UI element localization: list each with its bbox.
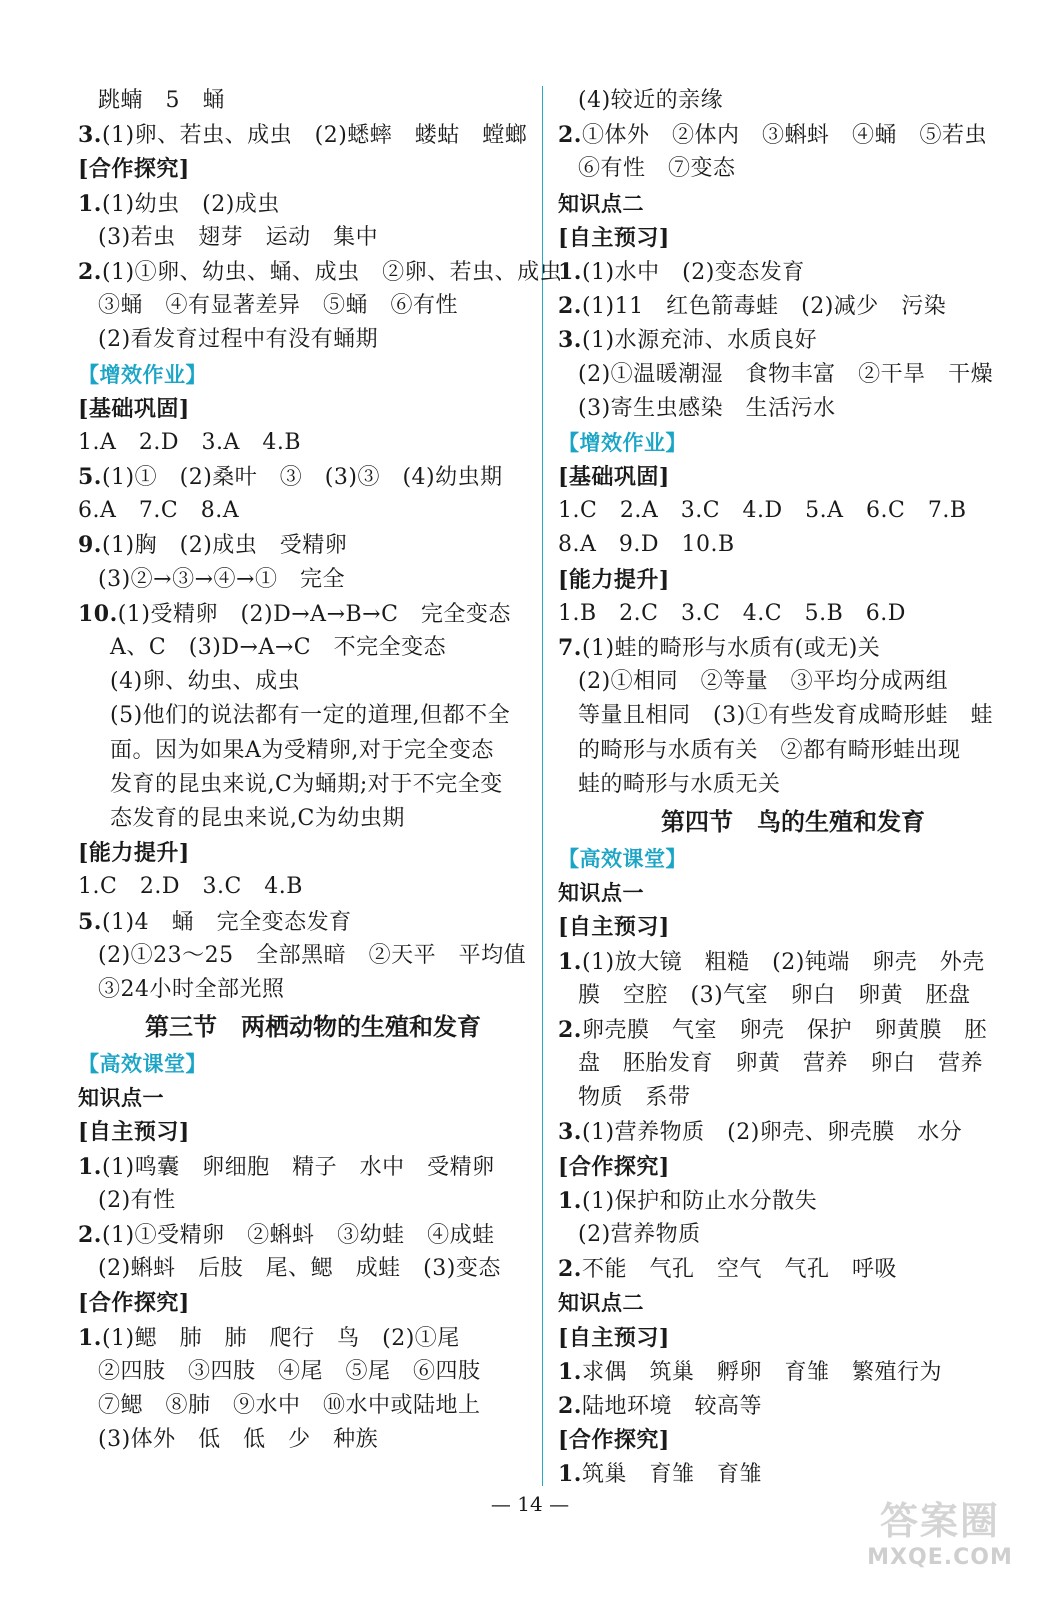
- question-number: 3.: [558, 327, 582, 354]
- question-number: 1.: [558, 1461, 582, 1488]
- subsection-label: [合作探究]: [558, 1153, 670, 1180]
- question-number: 1.: [78, 190, 102, 217]
- question-number: 2.: [78, 258, 102, 285]
- question-number: 2.: [78, 1222, 102, 1248]
- page-number: — 14 —: [490, 1492, 570, 1516]
- answer-line: (4)较近的亲缘: [578, 88, 724, 113]
- answer-text: (1)鳃 肺 肺 爬行 鸟 (2)①尾: [101, 1325, 460, 1351]
- answer-line: [558, 945, 1028, 979]
- question-number: 10.: [78, 600, 118, 627]
- knowledge-point: 知识点一: [558, 881, 644, 906]
- answer-line: A、C (3)D→A→C 不完全变态: [110, 635, 447, 660]
- section-tag: 【高效课堂】: [78, 1052, 207, 1077]
- answer-text: (1)蛙的畸形与水质有(或无)关: [581, 636, 881, 661]
- question-number: 3.: [78, 122, 102, 149]
- answer-line: 等量且相同 (3)①有些发育成畸形蛙 蛙: [578, 703, 994, 729]
- question-number: 1.: [558, 1358, 582, 1385]
- subsection-label: [能力提升]: [78, 840, 190, 867]
- answer-text: (1)① (2)桑叶 ③ (3)③ (4)幼虫期: [101, 465, 503, 491]
- watermark-top: 答案圈: [879, 1499, 1000, 1543]
- answer-text: (1)幼虫 (2)成虫: [101, 191, 280, 217]
- answer-line: 面。因为如果A为受精卵,对于完全变态: [110, 737, 494, 763]
- answer-line: ②四肢 ③四肢 ④尾 ⑤尾 ⑥四肢: [98, 1358, 481, 1384]
- answer-text: 筑巢 育雏 育雏: [581, 1462, 762, 1488]
- question-number: 2.: [558, 1392, 582, 1419]
- answer-line: [558, 1389, 1028, 1423]
- question-number: 1.: [558, 948, 582, 975]
- answer-line: [78, 1150, 548, 1184]
- answer-line: (5)他们的说法都有一定的道理,但都不全: [110, 703, 511, 729]
- answer-line: ⑦鳃 ⑧肺 ⑨水中 ⑩水中或陆地上: [98, 1392, 481, 1418]
- answer-line: [78, 1218, 548, 1252]
- answer-line: (2)①相同 ②等量 ③平均分成两组: [578, 669, 949, 695]
- answer-line: 跳蝻 5 蛹: [98, 88, 225, 113]
- answer-line: [78, 905, 548, 939]
- answer-line: (4)卵、幼虫、成虫: [110, 669, 301, 695]
- tag-line: [78, 1047, 548, 1081]
- right-column: [558, 84, 1028, 1492]
- subsection-label: [基础巩固]: [78, 395, 190, 422]
- answer-text: (1)①受精卵 ②蝌蚪 ③幼蛙 ④成蛙: [101, 1223, 495, 1248]
- subsection-label: [自主预习]: [78, 1119, 190, 1146]
- question-number: 1.: [558, 1187, 582, 1214]
- question-number: 3.: [558, 1119, 582, 1146]
- answer-line: 8.A 9.D 10.B: [558, 532, 735, 558]
- answer-line: 蛙的畸形与水质无关: [578, 771, 781, 797]
- answer-text: 求偶 筑巢 孵卵 育雏 繁殖行为: [581, 1359, 942, 1385]
- watermark-bottom: MXQE.COM: [867, 1545, 1013, 1570]
- question-number: 7.: [558, 635, 582, 661]
- left-column: [78, 84, 563, 1457]
- answer-line: (3)寄生虫感染 生活污水: [578, 395, 836, 421]
- section-heading: 第四节 鸟的生殖和发育: [661, 807, 925, 836]
- answer-line: [78, 460, 548, 494]
- question-number: 1.: [78, 1153, 102, 1180]
- section-tag: 【高效课堂】: [558, 846, 687, 871]
- question-number: 9.: [78, 532, 102, 559]
- subsection-label: [自主预习]: [558, 1324, 670, 1351]
- answer-text: (1)保护和防止水分散失: [581, 1188, 818, 1214]
- answer-line: [558, 255, 1028, 289]
- tag-line: [78, 358, 548, 392]
- answer-text: ①体外 ②体内 ③蝌蚪 ④蛹 ⑤若虫: [581, 123, 987, 149]
- tag-line: [558, 426, 1028, 460]
- answer-line: (2)蝌蚪 后肢 尾、鳃 成蛙 (3)变态: [98, 1256, 501, 1282]
- answer-line: [78, 118, 548, 152]
- subsection-label: [自主预习]: [558, 914, 670, 941]
- answer-text: (1)受精卵 (2)D→A→B→C 完全变态: [117, 601, 511, 627]
- subsection-label: [合作探究]: [78, 1290, 190, 1317]
- section-tag: 【增效作业】: [558, 430, 687, 455]
- answer-text: (1)水源充沛、水质良好: [581, 328, 818, 354]
- question-number: 1.: [558, 258, 582, 285]
- answer-line: 发育的昆虫来说,C为蛹期;对于不完全变: [110, 771, 503, 797]
- answer-text: 卵壳膜 气室 卵壳 保护 卵黄膜 胚: [581, 1017, 987, 1043]
- answer-line: [78, 187, 548, 221]
- answer-line: [78, 1321, 548, 1355]
- answer-line: [558, 1184, 1028, 1218]
- question-number: 5.: [78, 908, 102, 935]
- answer-line: 1.A 2.D 3.A 4.B: [78, 429, 302, 455]
- answer-line: [558, 1115, 1028, 1149]
- answer-text: 陆地环境 较高等: [581, 1393, 762, 1419]
- answer-text: (1)胸 (2)成虫 受精卵: [101, 533, 348, 559]
- answer-line: (2)营养物质: [578, 1222, 701, 1247]
- subsection-label: [能力提升]: [558, 566, 670, 593]
- knowledge-point: 知识点二: [558, 1291, 644, 1316]
- answer-line: [78, 255, 563, 289]
- question-number: 2.: [558, 293, 582, 320]
- answer-line: 6.A 7.C 8.A: [78, 498, 240, 524]
- answer-line: (2)有性: [98, 1187, 176, 1213]
- answer-line: (2)①温暖潮湿 食物丰富 ②干旱 干燥: [578, 361, 994, 387]
- answer-line: (2)看发育过程中有没有蛹期: [98, 327, 379, 353]
- question-number: 2.: [558, 1256, 582, 1283]
- answer-text: (1)水中 (2)变态发育: [581, 259, 805, 285]
- answer-text: (1)营养物质 (2)卵壳、卵壳膜 水分: [581, 1120, 963, 1146]
- answer-line: ⑥有性 ⑦变态: [578, 156, 736, 182]
- answer-line: [558, 323, 1028, 357]
- question-number: 2.: [558, 1016, 582, 1043]
- tag-line: [558, 842, 1028, 876]
- subsection-label: [合作探究]: [558, 1427, 670, 1454]
- answer-line: [78, 528, 548, 562]
- answer-line: 1.C 2.D 3.C 4.B: [78, 874, 303, 900]
- answer-line: ③24小时全部光照: [98, 976, 285, 1002]
- answer-line: [558, 1457, 1028, 1491]
- answer-line: 1.B 2.C 3.C 4.C 5.B 6.D: [558, 600, 906, 626]
- answer-line: 的畸形与水质有关 ②都有畸形蛙出现: [578, 737, 961, 763]
- watermark-logo: [850, 1490, 1030, 1580]
- question-number: 5.: [78, 464, 102, 491]
- subsection-label: [合作探究]: [78, 156, 190, 183]
- answer-text: (1)放大镜 粗糙 (2)钝端 卵壳 外壳: [581, 949, 985, 975]
- section-tag: 【增效作业】: [78, 362, 207, 387]
- answer-line: (3)体外 低 低 少 种族: [98, 1427, 379, 1453]
- knowledge-point: 知识点一: [78, 1086, 164, 1111]
- answer-line: [558, 1355, 1028, 1389]
- answer-text: (1)鸣囊 卵细胞 精子 水中 受精卵: [101, 1154, 495, 1180]
- answer-line: [558, 289, 1028, 323]
- question-number: 2.: [558, 122, 582, 149]
- answer-line: (2)①23～25 全部黑暗 ②天平 平均值: [98, 942, 527, 968]
- section-heading: 第三节 两栖动物的生殖和发育: [145, 1013, 481, 1042]
- answer-line: [558, 631, 1028, 665]
- answer-line: 1.C 2.A 3.C 4.D 5.A 6.C 7.B: [558, 498, 967, 524]
- question-number: 1.: [78, 1324, 102, 1351]
- answer-line: [558, 1013, 1028, 1047]
- answer-line: 膜 空腔 (3)气室 卵白 卵黄 胚盘: [578, 982, 971, 1008]
- answer-line: (3)②→③→④→① 完全: [98, 566, 345, 592]
- answer-text: 不能 气孔 空气 气孔 呼吸: [581, 1257, 897, 1283]
- answer-line: 态发育的昆虫来说,C为幼虫期: [110, 805, 405, 831]
- answer-text: (1)卵、若虫、成虫 (2)蟋蟀 蝼蛄 螳螂: [101, 123, 528, 149]
- answer-line: 物质 系带: [578, 1085, 691, 1111]
- answer-line: [78, 597, 548, 631]
- answer-text: (1)11 红色箭毒蛙 (2)减少 污染: [581, 294, 947, 320]
- subsection-label: [基础巩固]: [558, 464, 670, 491]
- answer-text: (1)①卵、幼虫、蛹、成虫 ②卵、若虫、成虫: [101, 259, 563, 285]
- answer-line: 盘 胚胎发育 卵黄 营养 卵白 营养: [578, 1051, 984, 1077]
- answer-line: (3)若虫 翅芽 运动 集中: [98, 224, 379, 250]
- subsection-label: [自主预习]: [558, 224, 670, 251]
- answer-text: (1)4 蛹 完全变态发育: [101, 909, 352, 935]
- knowledge-point: 知识点二: [558, 191, 644, 216]
- answer-line: ③蛹 ④有显著差异 ⑤蛹 ⑥有性: [98, 293, 459, 319]
- answer-line: [558, 1252, 1028, 1286]
- answer-line: [558, 118, 1028, 152]
